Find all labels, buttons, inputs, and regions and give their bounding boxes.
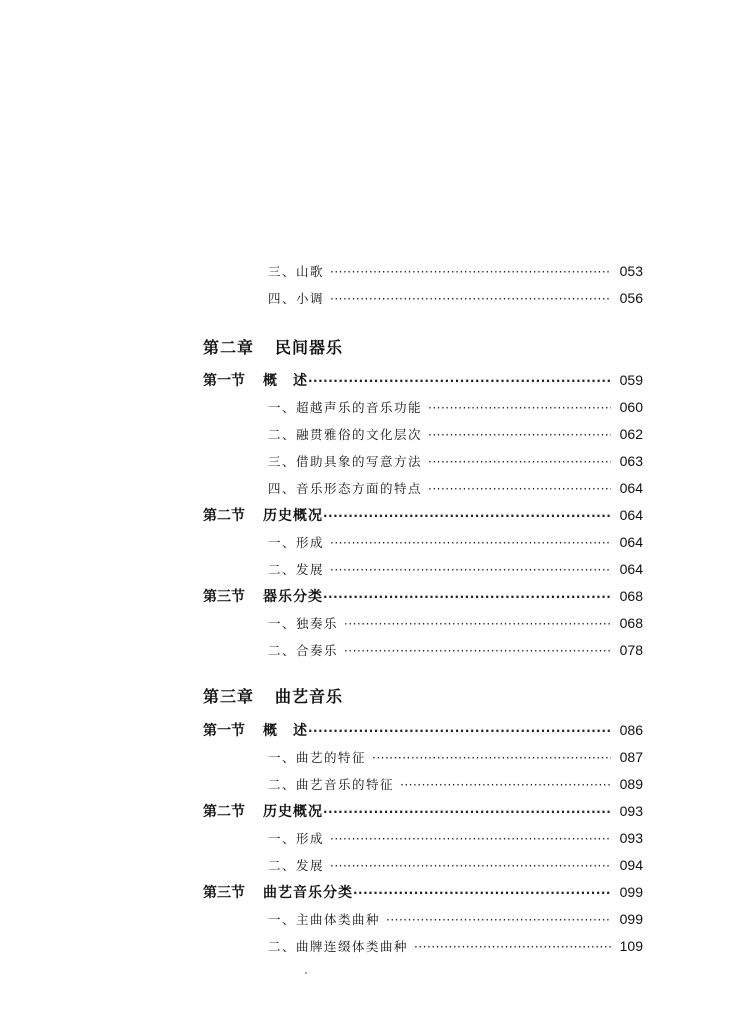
toc-item-title: 一、形成 bbox=[268, 831, 325, 846]
toc-item-page: 078 bbox=[619, 642, 643, 658]
toc-item-page: 063 bbox=[619, 453, 643, 469]
leader-dots bbox=[428, 477, 611, 501]
leader-dots bbox=[428, 423, 611, 447]
section-title: 概 述 bbox=[263, 723, 308, 739]
leader-dots bbox=[330, 558, 611, 582]
toc-item[interactable] bbox=[268, 286, 643, 310]
leader-dots bbox=[323, 585, 611, 609]
toc-item-page: 060 bbox=[619, 399, 643, 415]
section-number: 第三节 bbox=[203, 589, 245, 605]
toc-item-page: 087 bbox=[619, 749, 643, 765]
section-title: 历史概况 bbox=[263, 804, 323, 820]
toc-item-page: 068 bbox=[619, 615, 643, 631]
toc-item[interactable] bbox=[268, 422, 643, 446]
section-number: 第二节 bbox=[203, 804, 245, 820]
chapter-heading[interactable] bbox=[203, 334, 343, 362]
section-title: 历史概况 bbox=[263, 508, 323, 524]
leader-dots bbox=[308, 369, 611, 393]
toc-item-title: 三、借助具象的写意方法 bbox=[268, 454, 423, 469]
chapter-title: 民间器乐 bbox=[275, 338, 344, 357]
leader-dots bbox=[330, 531, 611, 555]
toc-item[interactable] bbox=[268, 934, 643, 958]
toc-item-page: 099 bbox=[619, 911, 643, 927]
leader-dots bbox=[414, 935, 611, 959]
section-title: 曲艺音乐分类 bbox=[263, 885, 353, 901]
section-page: 093 bbox=[619, 803, 643, 819]
leader-dots bbox=[323, 800, 611, 824]
section-number: 第一节 bbox=[203, 373, 245, 389]
toc-item-title: 二、合奏乐 bbox=[268, 643, 339, 658]
toc-item-title: 四、音乐形态方面的特点 bbox=[268, 481, 423, 496]
leader-dots bbox=[353, 881, 611, 905]
toc-item-title: 二、融贯雅俗的文化层次 bbox=[268, 427, 423, 442]
leader-dots bbox=[344, 612, 611, 636]
scan-speck bbox=[305, 972, 307, 974]
toc-section[interactable] bbox=[203, 503, 643, 527]
toc-item[interactable] bbox=[268, 745, 643, 769]
leader-dots bbox=[330, 260, 611, 284]
toc-item[interactable] bbox=[268, 557, 643, 581]
toc-item[interactable] bbox=[268, 826, 643, 850]
toc-item-page: 056 bbox=[619, 290, 643, 306]
toc-item[interactable] bbox=[268, 259, 643, 283]
section-number: 第二节 bbox=[203, 508, 245, 524]
leader-dots bbox=[386, 908, 611, 932]
toc-item-title: 一、曲艺的特征 bbox=[268, 750, 367, 765]
toc-item-title: 三、山歌 bbox=[268, 264, 325, 279]
toc-item[interactable] bbox=[268, 853, 643, 877]
toc-item-title: 一、超越声乐的音乐功能 bbox=[268, 400, 423, 415]
leader-dots bbox=[330, 854, 611, 878]
toc-section[interactable] bbox=[203, 584, 643, 608]
section-number: 第三节 bbox=[203, 885, 245, 901]
toc-item-title: 二、曲艺音乐的特征 bbox=[268, 777, 395, 792]
chapter-title: 曲艺音乐 bbox=[275, 687, 344, 706]
toc-item-title: 一、主曲体类曲种 bbox=[268, 912, 381, 927]
toc-item[interactable] bbox=[268, 772, 643, 796]
toc-item-page: 064 bbox=[619, 480, 643, 496]
toc-item-title: 二、曲牌连缀体类曲种 bbox=[268, 939, 409, 954]
toc-item-title: 一、形成 bbox=[268, 535, 325, 550]
toc-item[interactable] bbox=[268, 395, 643, 419]
toc-item[interactable] bbox=[268, 611, 643, 635]
leader-dots bbox=[330, 827, 611, 851]
section-page: 059 bbox=[619, 372, 643, 388]
toc-item-title: 二、发展 bbox=[268, 562, 325, 577]
toc-item-page: 089 bbox=[619, 776, 643, 792]
toc-item-page: 093 bbox=[619, 830, 643, 846]
toc-item-page: 064 bbox=[619, 561, 643, 577]
toc-item[interactable] bbox=[268, 638, 643, 662]
chapter-number: 第二章 bbox=[203, 338, 255, 357]
leader-dots bbox=[428, 450, 611, 474]
chapter-number: 第三章 bbox=[203, 687, 255, 706]
toc-item-page: 094 bbox=[619, 857, 643, 873]
toc-item-page: 109 bbox=[619, 938, 643, 954]
toc-item[interactable] bbox=[268, 907, 643, 931]
toc-item-page: 064 bbox=[619, 534, 643, 550]
section-page: 086 bbox=[619, 722, 643, 738]
section-page: 068 bbox=[619, 588, 643, 604]
toc-item-page: 053 bbox=[619, 263, 643, 279]
toc-section[interactable] bbox=[203, 368, 643, 392]
section-title: 器乐分类 bbox=[263, 589, 323, 605]
chapter-heading[interactable] bbox=[203, 683, 343, 711]
leader-dots bbox=[344, 639, 611, 663]
section-title: 概 述 bbox=[263, 373, 308, 389]
leader-dots bbox=[308, 719, 611, 743]
section-page: 064 bbox=[619, 507, 643, 523]
toc-item[interactable] bbox=[268, 449, 643, 473]
leader-dots bbox=[400, 773, 611, 797]
toc-section[interactable] bbox=[203, 880, 643, 904]
leader-dots bbox=[428, 396, 611, 420]
leader-dots bbox=[330, 287, 611, 311]
section-page: 099 bbox=[619, 884, 643, 900]
section-number: 第一节 bbox=[203, 723, 245, 739]
toc-section[interactable] bbox=[203, 718, 643, 742]
toc-item-title: 一、独奏乐 bbox=[268, 616, 339, 631]
toc-item-title: 二、发展 bbox=[268, 858, 325, 873]
toc-item-title: 四、小调 bbox=[268, 291, 325, 306]
toc-item-page: 062 bbox=[619, 426, 643, 442]
leader-dots bbox=[323, 504, 611, 528]
toc-section[interactable] bbox=[203, 799, 643, 823]
leader-dots bbox=[372, 746, 611, 770]
toc-item[interactable] bbox=[268, 476, 643, 500]
toc-item[interactable] bbox=[268, 530, 643, 554]
